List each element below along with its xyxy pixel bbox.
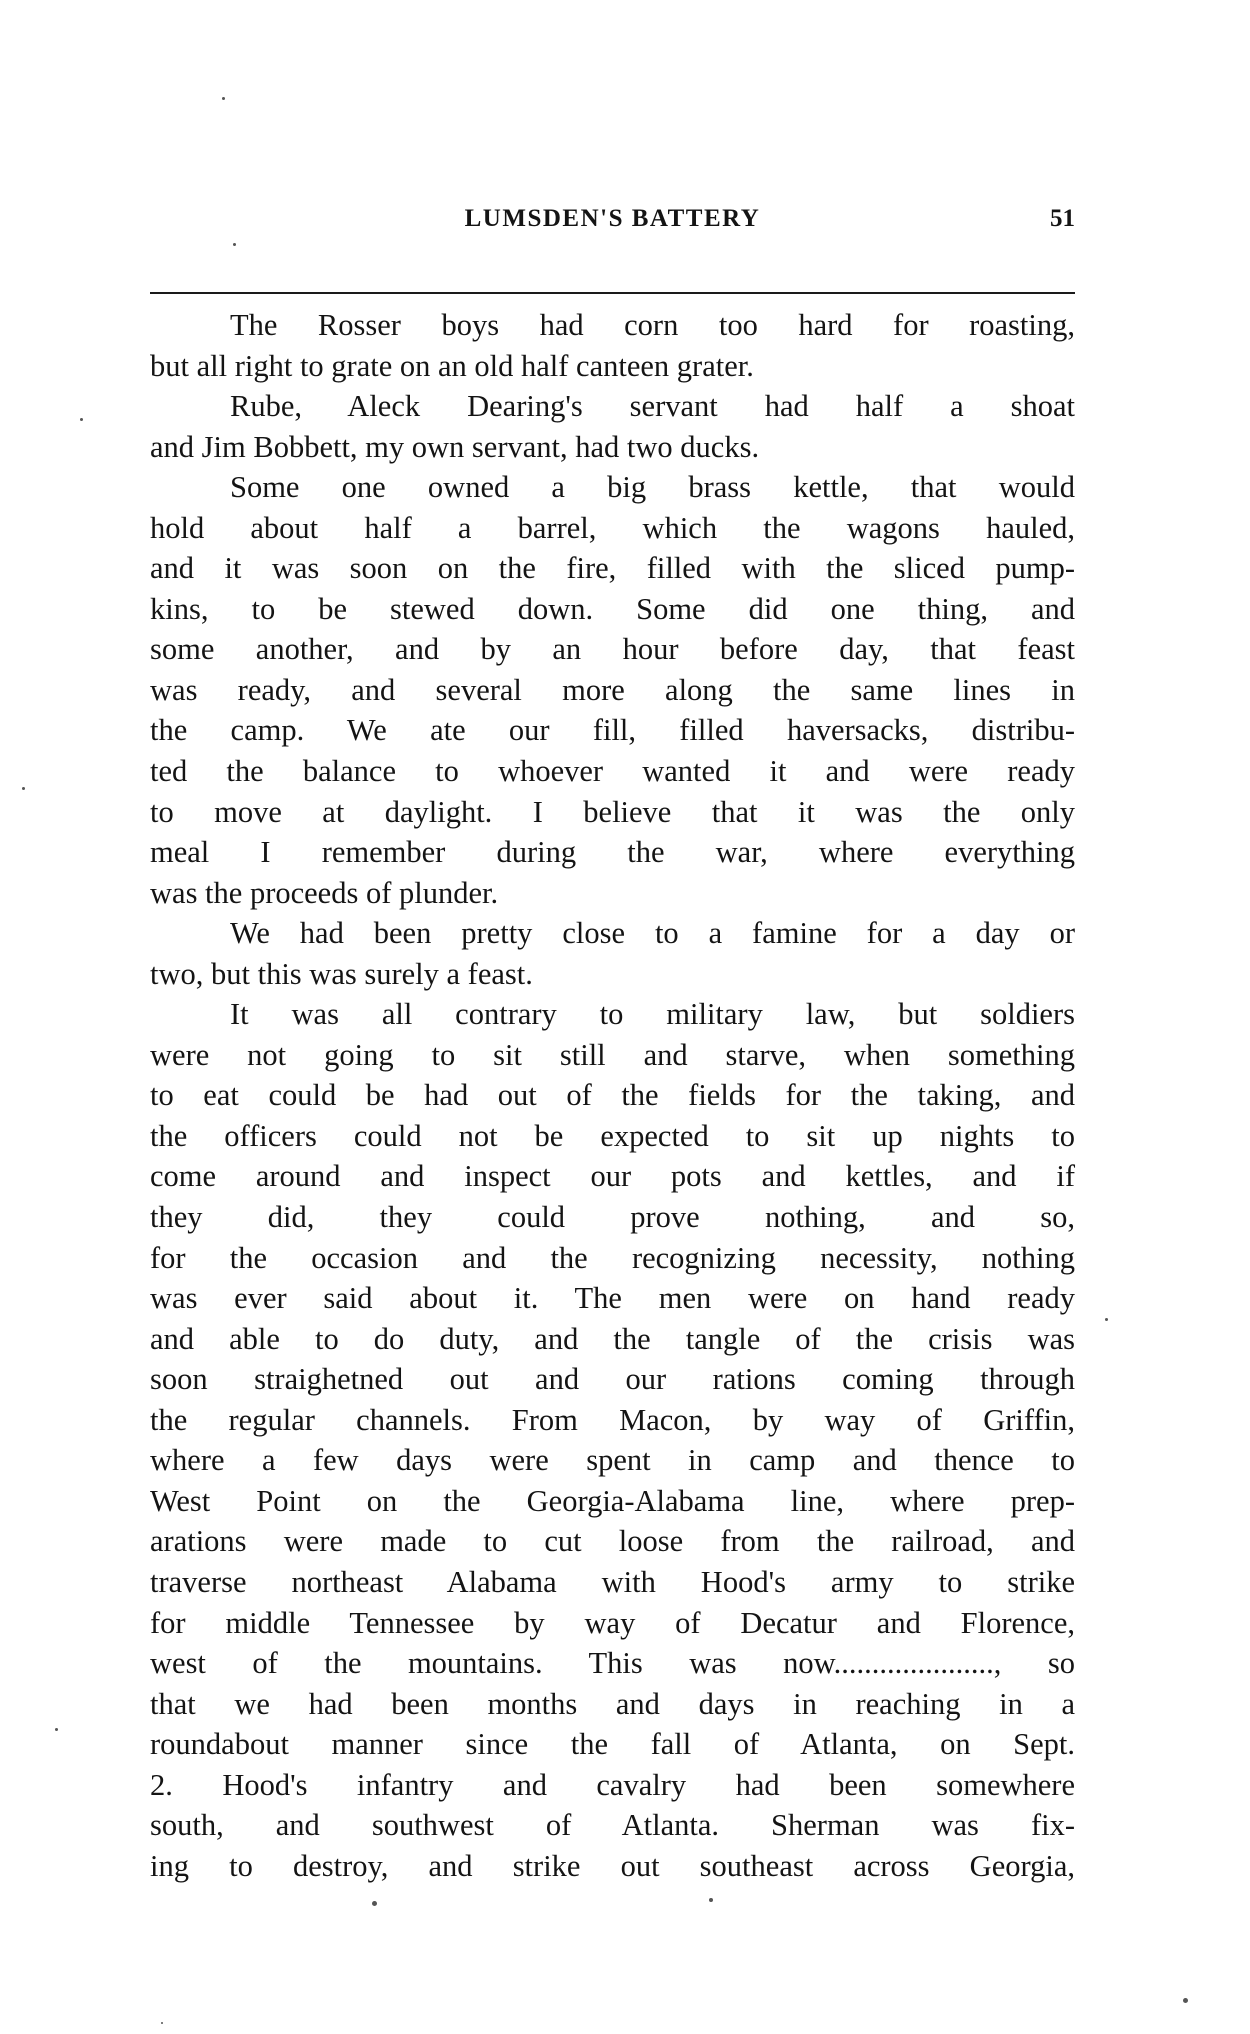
scan-speck xyxy=(709,1898,713,1902)
text-line: Rube, Aleck Dearing's servant had half a shoat xyxy=(230,389,1075,424)
text-line: the officers could not be expected to sit up nights to xyxy=(150,1118,1075,1153)
scan-speck xyxy=(22,787,25,790)
scan-speck xyxy=(222,97,225,100)
text-line: for the occasion and the recognizing necessity, nothing xyxy=(150,1240,1075,1275)
text-line: West Point on the Georgia-Alabama line, where prep- xyxy=(150,1483,1075,1518)
text-line: roundabout manner since the fall of Atlanta, on Sept. xyxy=(150,1727,1075,1762)
text-line: The Rosser boys had corn too hard for roasting, xyxy=(230,308,1075,342)
text-line: was the proceeds of plunder. xyxy=(150,875,499,910)
text-line: and Jim Bobbett, my own servant, had two ducks. xyxy=(150,429,760,464)
text-line: where a few days were spent in camp and thence to xyxy=(150,1443,1075,1478)
scan-speck xyxy=(55,1728,58,1731)
header-rule xyxy=(150,292,1075,294)
text-line: to move at daylight. I believe that it was the only xyxy=(150,794,1075,829)
running-head xyxy=(150,205,1075,241)
body-text xyxy=(150,305,1075,1886)
text-line: for middle Tennessee by way of Decatur and Florence, xyxy=(150,1605,1075,1640)
text-line: the regular channels. From Macon, by way of Griffin, xyxy=(150,1402,1075,1437)
scan-speck xyxy=(372,1901,377,1906)
text-line: and able to do duty, and the tangle of the crisis was xyxy=(150,1321,1075,1356)
text-line: ted the balance to whoever wanted it and were ready xyxy=(150,754,1075,789)
text-line: two, but this was surely a feast. xyxy=(150,956,533,991)
text-line: traverse northeast Alabama with Hood's army to strike xyxy=(150,1564,1075,1599)
scan-speck xyxy=(1105,1318,1108,1321)
text-line: It was all contrary to military law, but soldiers xyxy=(230,997,1075,1032)
page-number: 51 xyxy=(1050,205,1075,232)
text-line: meal I remember during the war, where everything xyxy=(150,835,1075,870)
text-line: soon straighetned out and our rations coming through xyxy=(150,1362,1075,1397)
text-line: west of the mountains. This was now....................., so xyxy=(150,1646,1075,1681)
text-line: was ever said about it. The men were on hand ready xyxy=(150,1281,1075,1316)
text-line: some another, and by an hour before day, that feast xyxy=(150,632,1075,667)
text-line: hold about half a barrel, which the wagons hauled, xyxy=(150,510,1075,545)
text-line: 2. Hood's infantry and cavalry had been somewhere xyxy=(150,1767,1075,1802)
text-line: arations were made to cut loose from the railroad, and xyxy=(150,1524,1075,1559)
text-line: come around and inspect our pots and kettles, and if xyxy=(150,1159,1075,1194)
scan-speck xyxy=(80,418,83,421)
scan-speck xyxy=(233,243,236,246)
text-line: to eat could be had out of the fields for the taking, and xyxy=(150,1078,1075,1113)
text-line: Some one owned a big brass kettle, that would xyxy=(230,470,1075,505)
running-title: LUMSDEN'S BATTERY xyxy=(464,205,761,232)
text-line: was ready, and several more along the same lines in xyxy=(150,672,1075,707)
text-line: that we had been months and days in reaching in a xyxy=(150,1686,1075,1721)
scan-speck xyxy=(161,2022,163,2024)
text-line: the camp. We ate our fill, filled haversacks, distribu- xyxy=(150,713,1075,748)
text-line: were not going to sit still and starve, when something xyxy=(150,1037,1075,1072)
text-line: they did, they could prove nothing, and so, xyxy=(150,1200,1075,1235)
text-line: We had been pretty close to a famine for a day or xyxy=(230,916,1075,951)
text-line: ing to destroy, and strike out southeast across Georgia, xyxy=(150,1848,1075,1883)
text-line: but all right to grate on an old half canteen grater. xyxy=(150,348,754,383)
text-line: kins, to be stewed down. Some did one thing, and xyxy=(150,591,1075,626)
scan-speck xyxy=(1183,1998,1188,2003)
text-line: and it was soon on the fire, filled with the sliced pump- xyxy=(150,551,1075,586)
text-line: south, and southwest of Atlanta. Sherman was fix- xyxy=(150,1808,1075,1843)
